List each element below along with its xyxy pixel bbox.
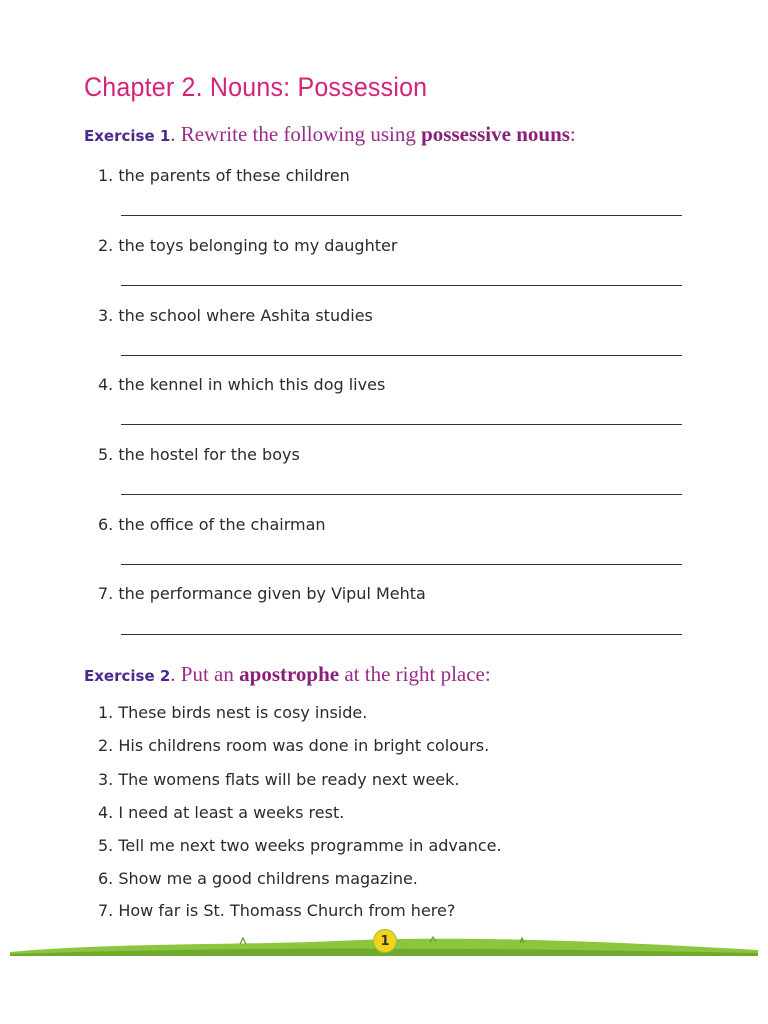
exercise-1-item	[98, 375, 385, 394]
item-number: 6.	[98, 515, 114, 534]
exercise-1-item	[98, 584, 426, 603]
item-number: 3.	[98, 770, 114, 789]
exercise-1-instruction-start: . Rewrite the following using	[170, 122, 422, 146]
exercise-2-item	[98, 901, 455, 920]
exercise-2-item	[98, 770, 459, 789]
answer-line[interactable]	[121, 355, 682, 356]
answer-line[interactable]	[121, 634, 682, 635]
exercise-1-label: Exercise 1	[84, 127, 171, 145]
exercise-1-item	[98, 515, 326, 534]
exercise-2-instruction-end: at the right place:	[339, 662, 491, 686]
item-text: the hostel for the boys	[118, 445, 300, 464]
chapter-title: Chapter 2. Nouns: Possession	[84, 72, 428, 103]
exercise-1-heading	[84, 122, 576, 147]
item-text: These birds nest is cosy inside.	[118, 703, 368, 722]
exercise-2-item	[98, 736, 489, 755]
item-number: 7.	[98, 584, 114, 603]
answer-line[interactable]	[121, 424, 682, 425]
item-text: the parents of these children	[118, 166, 350, 185]
item-number: 7.	[98, 901, 114, 920]
item-number: 5.	[98, 836, 114, 855]
exercise-2-heading	[84, 662, 491, 687]
item-text: Tell me next two weeks programme in advance.	[118, 836, 502, 855]
exercise-2-instruction-start: . Put an	[170, 662, 240, 686]
item-text: the toys belonging to my daughter	[118, 236, 398, 255]
item-number: 4.	[98, 375, 114, 394]
exercise-2-item	[98, 703, 367, 722]
exercise-2-item	[98, 869, 418, 888]
item-text: I need at least a weeks rest.	[118, 803, 345, 822]
item-text: the office of the chairman	[118, 515, 326, 534]
page-number-badge: 1	[373, 929, 397, 953]
item-number: 2.	[98, 236, 114, 255]
exercise-1-instruction-end: :	[569, 122, 576, 146]
exercise-2-instruction-keyword: apostrophe	[239, 662, 340, 686]
item-text: Show me a good childrens magazine.	[118, 869, 418, 888]
exercise-1-instruction-keyword: possessive nouns	[421, 122, 570, 146]
item-text: The womens flats will be ready next week.	[118, 770, 460, 789]
item-number: 5.	[98, 445, 114, 464]
exercise-1-item	[98, 445, 300, 464]
exercise-1-item	[98, 236, 397, 255]
item-text: the performance given by Vipul Mehta	[118, 584, 426, 603]
item-number: 2.	[98, 736, 114, 755]
item-text: How far is St. Thomass Church from here?	[118, 901, 456, 920]
exercise-1-instruction	[170, 122, 575, 146]
exercise-2-item	[98, 803, 344, 822]
exercise-1-item	[98, 166, 350, 185]
answer-line[interactable]	[121, 494, 682, 495]
item-text: His childrens room was done in bright colours.	[118, 736, 490, 755]
item-number: 3.	[98, 306, 114, 325]
item-number: 4.	[98, 803, 114, 822]
item-number: 1.	[98, 166, 114, 185]
answer-line[interactable]	[121, 215, 682, 216]
item-text: the kennel in which this dog lives	[118, 375, 386, 394]
item-number: 6.	[98, 869, 114, 888]
exercise-2-item	[98, 836, 502, 855]
answer-line[interactable]	[121, 564, 682, 565]
exercise-2-instruction	[170, 662, 490, 686]
answer-line[interactable]	[121, 285, 682, 286]
exercise-2-label: Exercise 2	[84, 667, 171, 685]
exercise-1-item	[98, 306, 373, 325]
item-text: the school where Ashita studies	[118, 306, 373, 325]
item-number: 1.	[98, 703, 114, 722]
